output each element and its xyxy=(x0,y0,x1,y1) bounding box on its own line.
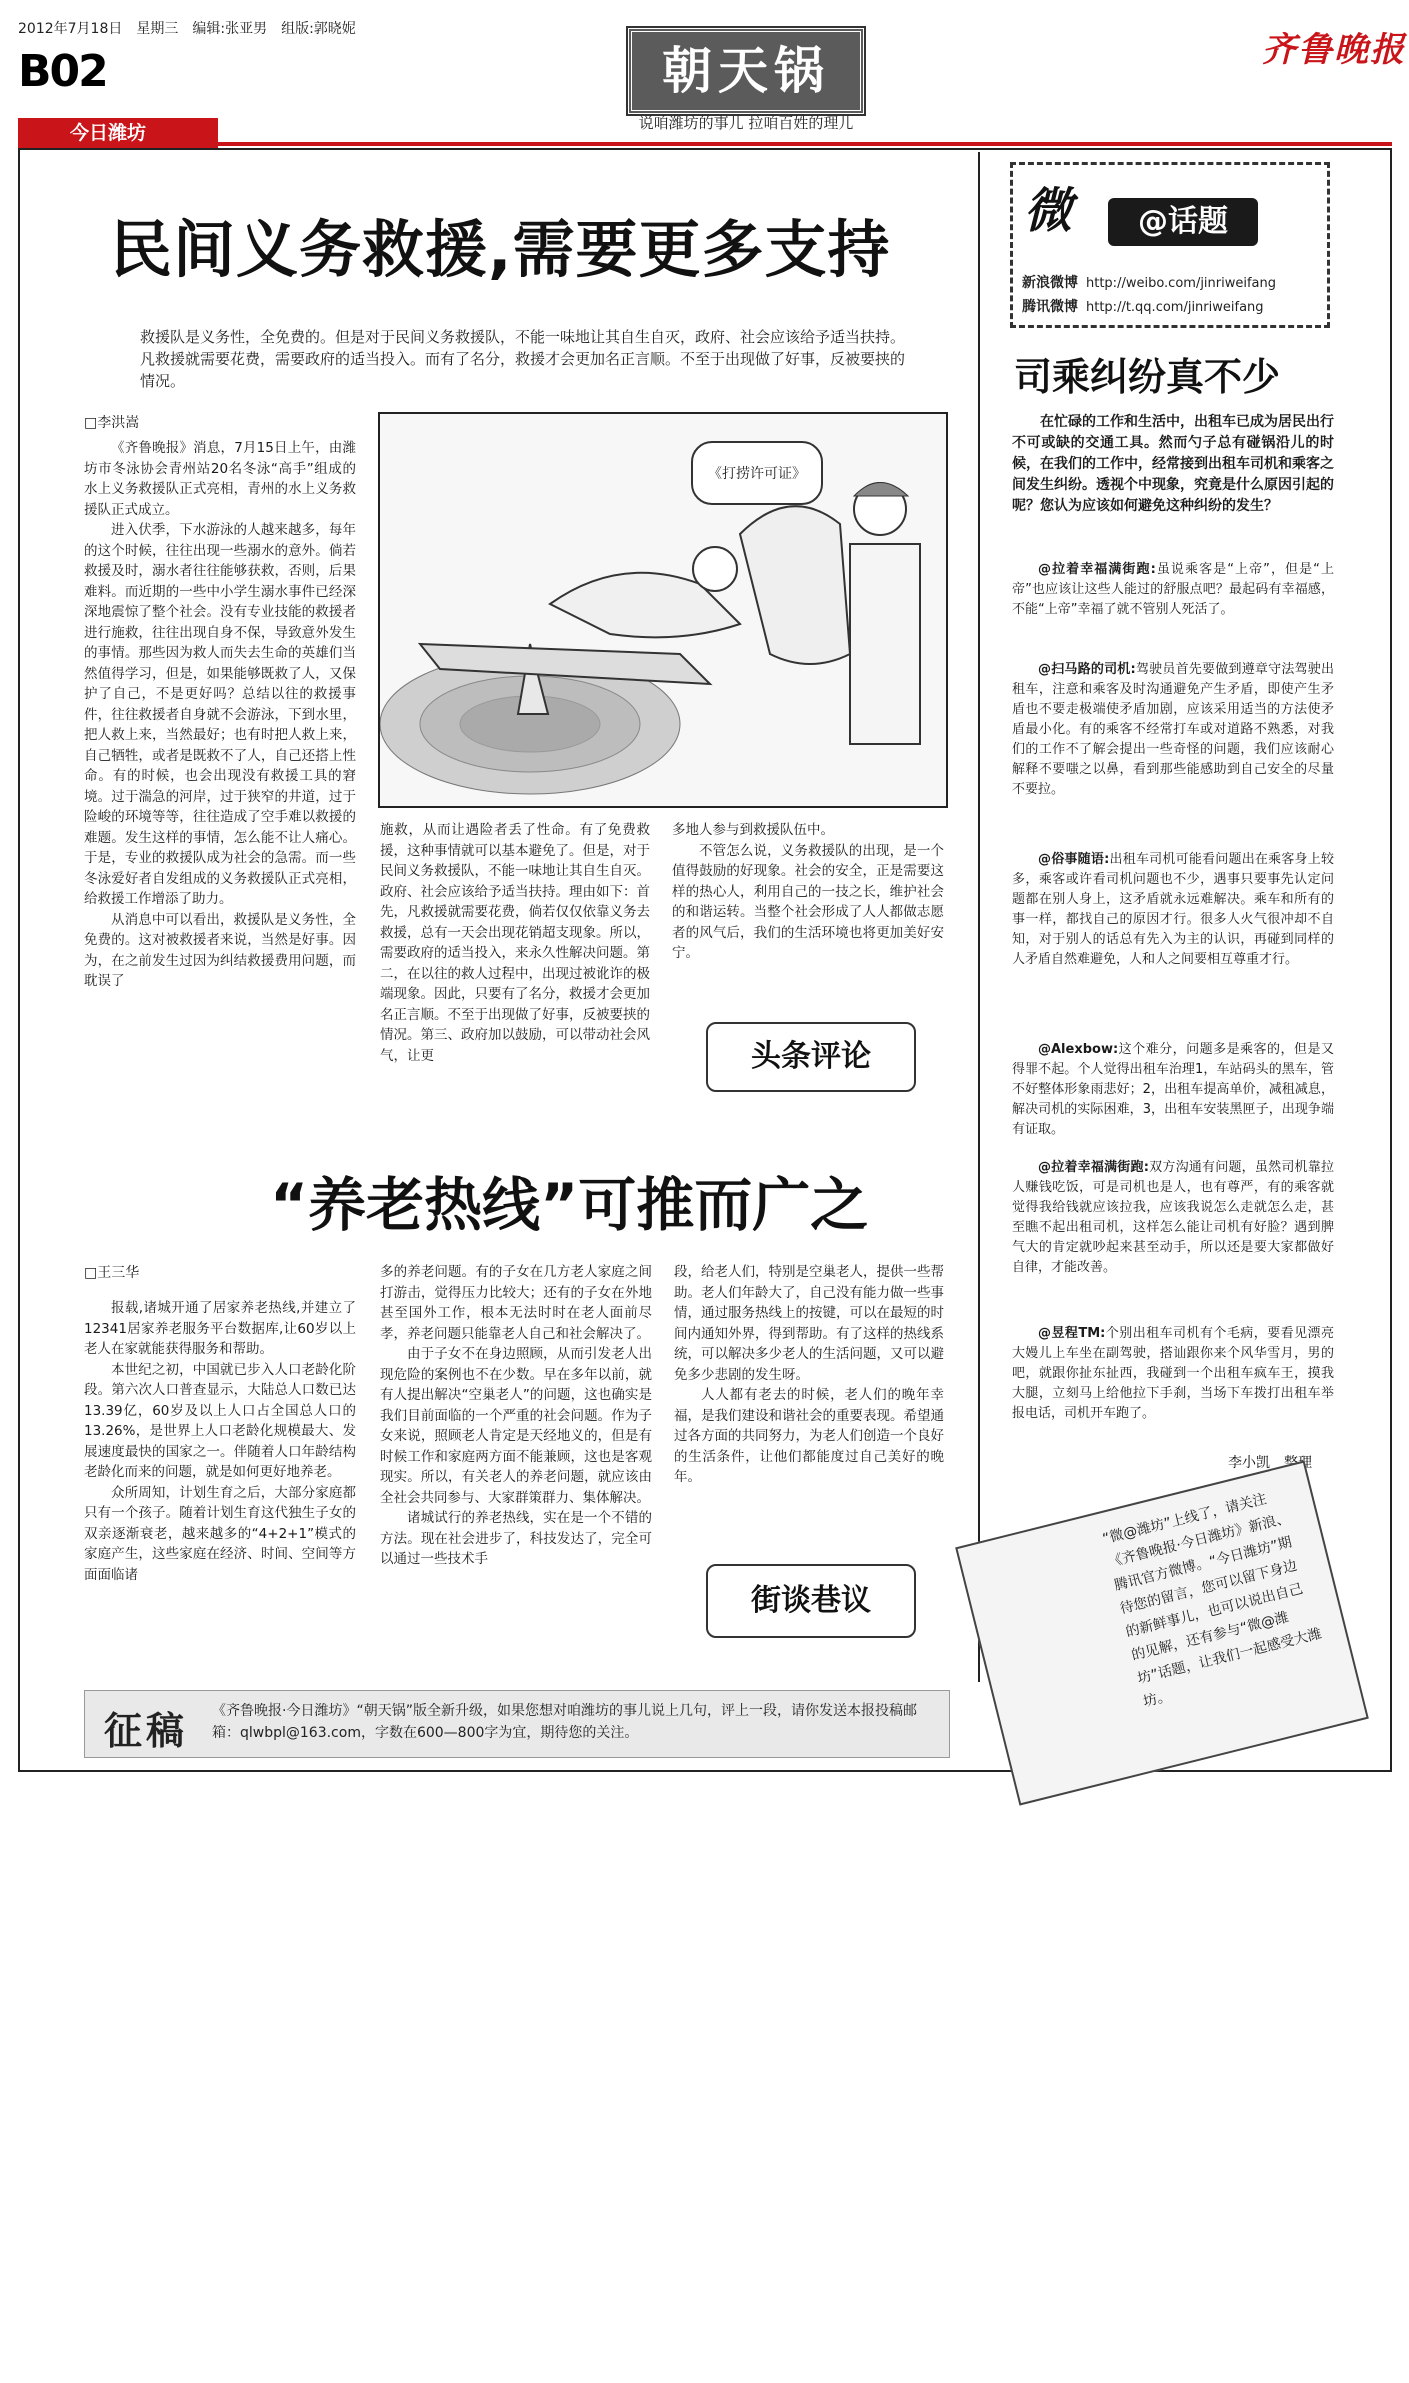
paragraph: 由于子女不在身边照顾，从而引发老人出现危险的案例也不在少数。早在多年以前，就有人提出解决“空巢老人”的问题，这也确实是我们目前面临的一个严重的社会问题。作为子女来说，照顾老人肯定是天经地义的，但是有时候工作和家庭两方面不能兼顾，这也是客观现实。所以，有关老人的养老问题，就应该由全社会共同参与、大家群策群力、集体解决。 xyxy=(380,1346,652,1506)
article2-column-3 xyxy=(674,1262,944,1562)
column-slogan: 说咱潍坊的事儿 拉咱百姓的理儿 xyxy=(638,114,854,132)
paragraph: 报载,诸城开通了居家养老热线,并建立了12341居家养老服务平台数据库,让60岁以上老人在家就能获得服务和帮助。 xyxy=(84,1300,356,1357)
comment-user: @扫马路的司机: xyxy=(1038,662,1136,677)
article1-column-1 xyxy=(84,438,356,1086)
paragraph: 人人都有老去的时候，老人们的晚年幸福，是我们建设和谐社会的重要表现。希望通过各方面的共同努力，为老人们创造一个良好的生活条件，让他们都能度过自己美好的晚年。 xyxy=(674,1387,944,1485)
comment-text: 双方沟通有问题，虽然司机靠拉人赚钱吃饭，可是司机也是人，也有尊严，有的乘客就觉得我给钱就应该拉我，应该我说怎么走就怎么走，甚至瞧不起出租司机，这样怎么能让司机有好脸？遇到脾气大的肯定就吵起来甚至动手，所以还是要大家都做好自律，才能改善。 xyxy=(1012,1160,1334,1275)
date-line: 2012年7月18日 星期三 编辑:张亚男 组版:郭晓妮 xyxy=(18,21,356,37)
paragraph: 本世纪之初，中国就已步入人口老龄化阶段。第六次人口普查显示，大陆总人口数已达13.39亿，60岁及以上人口占全国总人口的13.26%，是世界上人口老龄化规模最大、发展速度最快的国家之一。伴随着人口年龄结构老龄化而来的问题，就是如何更好地养老。 xyxy=(84,1361,356,1480)
paragraph: 《齐鲁晚报》消息，7月15日上午，由潍坊市冬泳协会青州站20名冬泳“高手”组成的水上义务救援队正式亮相，青州的水上义务救援队正式成立。 xyxy=(84,440,356,518)
street-talk-badge: 街谈巷议 xyxy=(706,1564,916,1638)
article2-byline: □王三华 xyxy=(84,1265,140,1281)
article1-lead: 救援队是义务性，全免费的。但是对于民间义务救援队，不能一味地让其自生自灭，政府、社会应该给予适当扶持。凡救援就需要花费，需要政府的适当投入。而有了名分，救援才会更加名正言顺。不至于出现做了好事，反被要挟的情况。 xyxy=(140,328,906,390)
comment-user: @拉着幸福满街跑: xyxy=(1038,562,1156,577)
comment-text: 虽说乘客是“上帝”，但是“上帝”也应该让这些人能过的舒服点吧？最起码有幸福感，不能“上帝”幸福了就不管别人死活了。 xyxy=(1012,562,1334,617)
comment-text: 出租车司机可能看问题出在乘客身上较多，乘客或许看司机问题也不少，遇事只要事先认定问题都在别人身上，这矛盾就永远难解决。乘车和所有的事一样，都找自己的原因才行。很多人火气很冲却不自知，对于别人的话总有先入为主的认识，再碰到同样的人矛盾自然难避免，人和人之间要相互尊重才行。 xyxy=(1012,852,1334,967)
column-divider xyxy=(978,152,980,1682)
comment-user: @昱程TM: xyxy=(1038,1326,1106,1341)
cartoon-permit-text: 《打捞许可证》 xyxy=(708,466,806,482)
paragraph: 诸城试行的养老热线，实在是一个不错的方法。现在社会进步了，科技发达了，完全可以通过一些技术手 xyxy=(380,1510,652,1567)
header-rule xyxy=(218,142,1392,146)
sina-weibo-link[interactable] xyxy=(1022,272,1276,292)
comment-user: @拉着幸福满街跑: xyxy=(1038,1160,1149,1175)
comment-user: @Alexbow: xyxy=(1038,1042,1119,1057)
editor-credit: 李小凯 整理 xyxy=(1228,1455,1312,1471)
article2-column-1 xyxy=(84,1298,356,1674)
cartoon-illustration xyxy=(378,412,948,808)
sina-weibo-url: http://weibo.com/jinriweifang xyxy=(1086,276,1277,291)
paragraph: 段，给老人们，特别是空巢老人，提供一些帮助。老人们年龄大了，自己没有能力做一些事情，通过服务热线上的按键，可以在最短的时间内通知外界，得到帮助。有了这样的热线系统，可以解决多少老人的生活问题，又可以避免多少悲剧的发生呀。 xyxy=(674,1264,944,1383)
article1-headline: 民间义务救援,需要更多支持 xyxy=(110,213,891,286)
page-number: B02 xyxy=(18,46,107,97)
article1-column-2 xyxy=(380,820,650,1086)
comment-text: 个别出租车司机有个毛病，要看见漂亮大嫚儿上车坐在副驾驶，搭讪跟你来个风华雪月，男的吧，就跟你扯东扯西，我碰到一个出租车疯车王，摸我大腿，立刻马上给他拉下手刹，当场下车拨打出租车举报电话，司机开车跑了。 xyxy=(1012,1326,1334,1421)
topic-title: 司乘纠纷真不少 xyxy=(1014,355,1281,399)
weibo-comment xyxy=(1012,1040,1334,1140)
weibo-comment xyxy=(1012,660,1334,800)
paragraph: 进入伏季，下水游泳的人越来越多，每年的这个时候，往往出现一些溺水的意外。倘若救援及时，溺水者往往能够获救，否则，后果难料。而近期的一些中小学生溺水事件已经深深地震惊了整个社会。没有专业技能的救援者进行施救，往往出现自身不保，导致意外发生的事情。那些因为救人而失去生命的英雄们当然值得学习，但是，如果能够既救了人，又保护了自己，不是更好吗？总结以往的救援事件，往往救援者自身就不会游泳，下到水里，把人救上来，当然最好；也有时把人救上来，自己牺牲，或者是既救不了人，自己还搭上性命。有的时候，也会出现没有救援工具的窘境。过于湍急的河岸，过于狭窄的井道，过于险峻的环境等等，往往造成了空手难以救援的难题。发生这样的事情，怎么能不让人痛心。于是，专业的救援队成为社会的急需。而一些冬泳爱好者自发组成的义务救援队正式亮相，给救援工作增添了助力。 xyxy=(84,522,356,907)
paragraph: 多的养老问题。有的子女在几方老人家庭之间打游击，觉得压力比较大；还有的子女在外地甚至国外工作，根本无法时时在老人面前尽孝，养老问题只能靠老人自己和社会解决了。 xyxy=(380,1264,652,1342)
sina-weibo-label: 新浪微博 xyxy=(1022,275,1078,291)
notebook-text: “微@潍坊”上线了，请关注《齐鲁晚报·今日潍坊》新浪、腾讯官方微博。“今日潍坊”期待您的留言，您可以留下身边的新鲜事儿，也可以说出自己的见解，还有参与“微@潍坊”话题，让我们一起感受大潍坊。 xyxy=(1100,1491,1324,1711)
weibo-comment xyxy=(1012,1324,1334,1424)
tencent-weibo-url: http://t.qq.com/jinriweifang xyxy=(1086,300,1264,315)
weibo-comment xyxy=(1012,560,1334,620)
paragraph: 多地人参与到救援队伍中。 xyxy=(672,822,834,838)
topic-label: @话题 xyxy=(1108,198,1258,246)
weibo-logo: 微 xyxy=(1024,183,1073,239)
article2-column-2 xyxy=(380,1262,652,1674)
call-for-submissions-text: 《齐鲁晚报·今日潍坊》“朝天锅”版全新升级，如果您想对咱潍坊的事儿说上几句，评上一段，请你发送本报投稿邮箱：qlwbpl@163.com，字数在600—800字为宜，期待您的关注。 xyxy=(212,1703,917,1741)
rescue-cartoon-drawing xyxy=(380,414,946,806)
call-for-submissions-title: 征稿 xyxy=(104,1709,189,1753)
column-masthead: 朝天锅 xyxy=(628,28,864,114)
headline-comment-badge: 头条评论 xyxy=(706,1022,916,1092)
tencent-weibo-label: 腾讯微博 xyxy=(1022,299,1078,315)
article1-byline: □李洪嵩 xyxy=(84,415,140,431)
newspaper-logo: 齐鲁晚报 xyxy=(1262,30,1406,70)
weibo-comment xyxy=(1012,850,1334,970)
topic-intro: 在忙碌的工作和生活中，出租车已成为居民出行不可或缺的交通工具。然而勺子总有碰锅沿儿的时候，在我们的工作中，经常接到出租车司机和乘客之间发生纠纷。透视个中现象，究竟是什么原因引起的呢？您认为应该如何避免这种纠纷的发生？ xyxy=(1012,414,1334,514)
comment-text: 驾驶员首先要做到遵章守法驾驶出租车，注意和乘客及时沟通避免产生矛盾，即使产生矛盾也不要走极端使矛盾加剧，应该采用适当的方法使矛盾最小化。有的乘客不经常打车或对道路不熟悉，对我们的工作不了解会提出一些奇怪的问题，我们应该耐心解释不要嗤之以鼻，看到那些能感助到自己安全的尽量不要拉。 xyxy=(1012,662,1334,797)
paragraph: 施救，从而让遇险者丢了性命。有了免费救援，这种事情就可以基本避免了。但是，对于民间义务救援队，不能一味地让其自生自灭。政府、社会应该给予适当扶持。理由如下：首先，凡救援就需要花费，倘若仅仅依靠义务去救援，总有一天会出现花销超支现象。所以，需要政府的适当投入，来永久性解决问题。第二，在以往的救人过程中，出现过被讹诈的极端现象。因此，只要有了名分，救援才会更加名正言顺。不至于出现做了好事，反被要挟的情况。第三、政府加以鼓励，可以带动社会风气，让更 xyxy=(380,822,650,1064)
paragraph: 不管怎么说，义务救援队的出现，是一个值得鼓励的好现象。社会的安全，正是需要这样的热心人，利用自己的一技之长，维护社会的和谐运转。当整个社会形成了人人都做志愿者的风气后，我们的生活环境也将更加美好安宁。 xyxy=(672,842,944,961)
paragraph: 从消息中可以看出，救援队是义务性，全免费的。这对被救援者来说，当然是好事。因为，在之前发生过因为纠结救援费用问题，而耽误了 xyxy=(84,911,356,989)
comment-user: @俗事随语: xyxy=(1038,852,1110,867)
comment-text: 这个难分，问题多是乘客的，但是又得罪不起。个人觉得出租车治理1，车站码头的黑车，管不好整体形象雨悲好；2，出租车提高单价，减租减息，解决司机的实际困难，3，出租车安装黑匣子，出现争端有证取。 xyxy=(1012,1042,1334,1137)
paragraph: 众所周知，计划生育之后，大部分家庭都只有一个孩子。随着计划生育这代独生子女的双亲逐渐衰老，越来越多的“4+2+1”模式的家庭产生，这些家庭在经济、时间、空间等方面面临诸 xyxy=(84,1484,356,1583)
article2-headline: “养老热线”可推而广之 xyxy=(270,1171,869,1239)
tencent-weibo-link[interactable] xyxy=(1022,296,1264,316)
weibo-comment xyxy=(1012,1158,1334,1278)
section-tab: 今日潍坊 xyxy=(18,118,218,148)
article1-column-3 xyxy=(672,820,944,1010)
